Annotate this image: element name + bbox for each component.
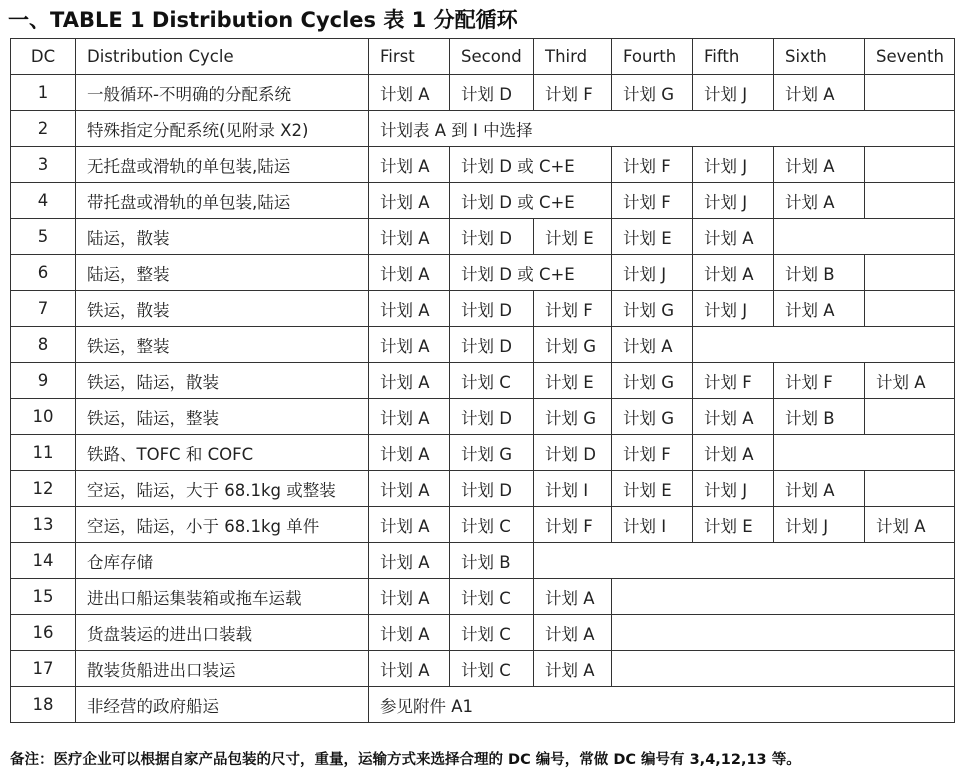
- plan-cell: [774, 435, 955, 471]
- plan-cell: 计划 F: [612, 147, 693, 183]
- distribution-cycle-name-cell: 散装货船进出口装运: [76, 651, 369, 687]
- dc-number-cell: 10: [11, 399, 76, 435]
- dc-number-cell: 9: [11, 363, 76, 399]
- plan-cell: 计划 J: [612, 255, 693, 291]
- plan-cell: 计划 A: [774, 147, 865, 183]
- plan-cell: [693, 327, 955, 363]
- plan-cell: 计划 B: [774, 255, 865, 291]
- table-row: [11, 327, 955, 363]
- merged-plan-cell: 计划表 A 到 I 中选择: [369, 111, 955, 147]
- dc-number-cell: 18: [11, 687, 76, 723]
- plan-cell: 计划 A: [369, 399, 450, 435]
- plan-cell: 计划 A: [369, 183, 450, 219]
- plan-cell: 计划 G: [612, 291, 693, 327]
- footnote: 备注：医疗企业可以根据自家产品包装的尺寸，重量，运输方式来选择合理的 DC 编号，常做 DC 编号有 3,4,12,13 等。: [10, 752, 801, 768]
- plan-cell: 计划 E: [534, 219, 612, 255]
- plan-cell: 计划 A: [612, 327, 693, 363]
- plan-cell: 计划 F: [612, 183, 693, 219]
- distribution-cycle-name-cell: 无托盘或滑轨的单包装,陆运: [76, 147, 369, 183]
- dc-number-cell: 15: [11, 579, 76, 615]
- plan-cell: 计划 A: [774, 75, 865, 111]
- plan-cell: 计划 G: [534, 399, 612, 435]
- plan-cell: 计划 C: [450, 579, 534, 615]
- plan-cell: 计划 A: [369, 471, 450, 507]
- dc-number-cell: 5: [11, 219, 76, 255]
- plan-cell: 计划 D 或 C+E: [450, 147, 612, 183]
- table-row: [11, 255, 955, 291]
- plan-cell: 计划 A: [774, 471, 865, 507]
- table-row: [11, 219, 955, 255]
- table-row: [11, 507, 955, 543]
- table-row: [11, 615, 955, 651]
- plan-cell: 计划 D: [450, 291, 534, 327]
- plan-cell: 计划 A: [369, 435, 450, 471]
- dc-number-cell: 7: [11, 291, 76, 327]
- dc-number-cell: 4: [11, 183, 76, 219]
- table-row: [11, 147, 955, 183]
- plan-cell: 计划 E: [534, 363, 612, 399]
- plan-cell: 计划 F: [534, 507, 612, 543]
- dc-number-cell: 17: [11, 651, 76, 687]
- plan-cell: 计划 A: [693, 255, 774, 291]
- plan-cell: 计划 B: [450, 543, 534, 579]
- table-row: [11, 75, 955, 111]
- table-row: [11, 183, 955, 219]
- plan-cell: [534, 543, 955, 579]
- plan-cell: 计划 G: [612, 363, 693, 399]
- plan-cell: 计划 D: [450, 327, 534, 363]
- plan-cell: [865, 255, 955, 291]
- plan-cell: 计划 A: [369, 147, 450, 183]
- plan-cell: 计划 C: [450, 615, 534, 651]
- table-row: [11, 111, 955, 147]
- plan-cell: 计划 A: [369, 327, 450, 363]
- header-third: Third: [534, 39, 612, 75]
- plan-cell: 计划 G: [612, 399, 693, 435]
- table-row: [11, 399, 955, 435]
- distribution-cycle-name-cell: 带托盘或滑轨的单包装,陆运: [76, 183, 369, 219]
- plan-cell: [612, 615, 955, 651]
- table-row: [11, 651, 955, 687]
- header-seventh: Seventh: [865, 39, 955, 75]
- distribution-cycle-name-cell: 空运，陆运，大于 68.1kg 或整装: [76, 471, 369, 507]
- dc-number-cell: 13: [11, 507, 76, 543]
- plan-cell: 计划 J: [774, 507, 865, 543]
- plan-cell: 计划 D: [450, 471, 534, 507]
- plan-cell: [865, 147, 955, 183]
- plan-cell: 计划 D 或 C+E: [450, 183, 612, 219]
- plan-cell: 计划 A: [369, 543, 450, 579]
- plan-cell: 计划 A: [865, 507, 955, 543]
- header-sixth: Sixth: [774, 39, 865, 75]
- plan-cell: 计划 F: [534, 291, 612, 327]
- plan-cell: 计划 D: [450, 399, 534, 435]
- plan-cell: 计划 B: [774, 399, 865, 435]
- header-second: Second: [450, 39, 534, 75]
- plan-cell: 计划 A: [369, 219, 450, 255]
- plan-cell: 计划 C: [450, 507, 534, 543]
- page-title: 一、TABLE 1 Distribution Cycles 表 1 分配循环: [8, 8, 518, 32]
- header-dc: DC: [11, 39, 76, 75]
- plan-cell: 计划 I: [612, 507, 693, 543]
- dc-number-cell: 3: [11, 147, 76, 183]
- header-first: First: [369, 39, 450, 75]
- plan-cell: 计划 A: [534, 579, 612, 615]
- plan-cell: 计划 A: [369, 255, 450, 291]
- table-row: [11, 363, 955, 399]
- distribution-cycle-name-cell: 特殊指定分配系统(见附录 X2): [76, 111, 369, 147]
- distribution-cycle-name-cell: 铁运，整装: [76, 327, 369, 363]
- plan-cell: 计划 A: [865, 363, 955, 399]
- plan-cell: 计划 A: [369, 579, 450, 615]
- plan-cell: 计划 D: [450, 219, 534, 255]
- distribution-cycle-name-cell: 陆运，整装: [76, 255, 369, 291]
- distribution-cycle-name-cell: 非经营的政府船运: [76, 687, 369, 723]
- plan-cell: [612, 651, 955, 687]
- plan-cell: 计划 A: [369, 615, 450, 651]
- plan-cell: 计划 J: [693, 147, 774, 183]
- plan-cell: 计划 A: [693, 219, 774, 255]
- plan-cell: 计划 J: [693, 183, 774, 219]
- plan-cell: 计划 A: [369, 507, 450, 543]
- table-row: [11, 579, 955, 615]
- plan-cell: 计划 F: [693, 363, 774, 399]
- merged-plan-cell: 参见附件 A1: [369, 687, 955, 723]
- plan-cell: 计划 J: [693, 75, 774, 111]
- distribution-cycle-name-cell: 陆运，散装: [76, 219, 369, 255]
- distribution-cycle-name-cell: 铁路、TOFC 和 COFC: [76, 435, 369, 471]
- header-fourth: Fourth: [612, 39, 693, 75]
- plan-cell: 计划 J: [693, 291, 774, 327]
- plan-cell: 计划 E: [612, 471, 693, 507]
- plan-cell: 计划 A: [534, 615, 612, 651]
- plan-cell: 计划 A: [774, 183, 865, 219]
- distribution-cycle-name-cell: 铁运，散装: [76, 291, 369, 327]
- plan-cell: [612, 579, 955, 615]
- plan-cell: [865, 291, 955, 327]
- plan-cell: 计划 C: [450, 651, 534, 687]
- table-row: [11, 291, 955, 327]
- plan-cell: 计划 A: [369, 75, 450, 111]
- distribution-cycle-name-cell: 空运，陆运，小于 68.1kg 单件: [76, 507, 369, 543]
- plan-cell: 计划 D 或 C+E: [450, 255, 612, 291]
- plan-cell: 计划 G: [534, 327, 612, 363]
- distribution-cycle-name-cell: 铁运，陆运，散装: [76, 363, 369, 399]
- plan-cell: [865, 183, 955, 219]
- plan-cell: 计划 F: [534, 75, 612, 111]
- plan-cell: 计划 A: [693, 399, 774, 435]
- dc-number-cell: 16: [11, 615, 76, 651]
- table-row: [11, 471, 955, 507]
- dc-number-cell: 2: [11, 111, 76, 147]
- plan-cell: 计划 F: [774, 363, 865, 399]
- plan-cell: [865, 471, 955, 507]
- plan-cell: 计划 D: [534, 435, 612, 471]
- dc-number-cell: 6: [11, 255, 76, 291]
- plan-cell: 计划 A: [369, 291, 450, 327]
- plan-cell: 计划 A: [369, 651, 450, 687]
- distribution-cycle-name-cell: 进出口船运集装箱或拖车运载: [76, 579, 369, 615]
- dc-number-cell: 1: [11, 75, 76, 111]
- plan-cell: 计划 J: [693, 471, 774, 507]
- dc-number-cell: 14: [11, 543, 76, 579]
- distribution-cycle-name-cell: 仓库存储: [76, 543, 369, 579]
- plan-cell: 计划 D: [450, 75, 534, 111]
- plan-cell: 计划 A: [693, 435, 774, 471]
- dc-number-cell: 12: [11, 471, 76, 507]
- dc-number-cell: 8: [11, 327, 76, 363]
- plan-cell: 计划 C: [450, 363, 534, 399]
- distribution-cycle-name-cell: 货盘装运的进出口装载: [76, 615, 369, 651]
- table-header-row: [11, 39, 955, 75]
- plan-cell: 计划 E: [612, 219, 693, 255]
- plan-cell: 计划 A: [774, 291, 865, 327]
- table-row: [11, 543, 955, 579]
- dc-number-cell: 11: [11, 435, 76, 471]
- plan-cell: 计划 G: [450, 435, 534, 471]
- header-distribution-cycle: Distribution Cycle: [76, 39, 369, 75]
- plan-cell: 计划 F: [612, 435, 693, 471]
- table-row: [11, 687, 955, 723]
- plan-cell: 计划 A: [534, 651, 612, 687]
- plan-cell: 计划 E: [693, 507, 774, 543]
- plan-cell: [865, 75, 955, 111]
- table-row: [11, 435, 955, 471]
- distribution-cycle-name-cell: 一般循环-不明确的分配系统: [76, 75, 369, 111]
- distribution-cycles-table: [10, 38, 955, 723]
- header-fifth: Fifth: [693, 39, 774, 75]
- plan-cell: 计划 A: [369, 363, 450, 399]
- plan-cell: [865, 399, 955, 435]
- plan-cell: [774, 219, 955, 255]
- distribution-cycle-name-cell: 铁运，陆运，整装: [76, 399, 369, 435]
- plan-cell: 计划 G: [612, 75, 693, 111]
- plan-cell: 计划 I: [534, 471, 612, 507]
